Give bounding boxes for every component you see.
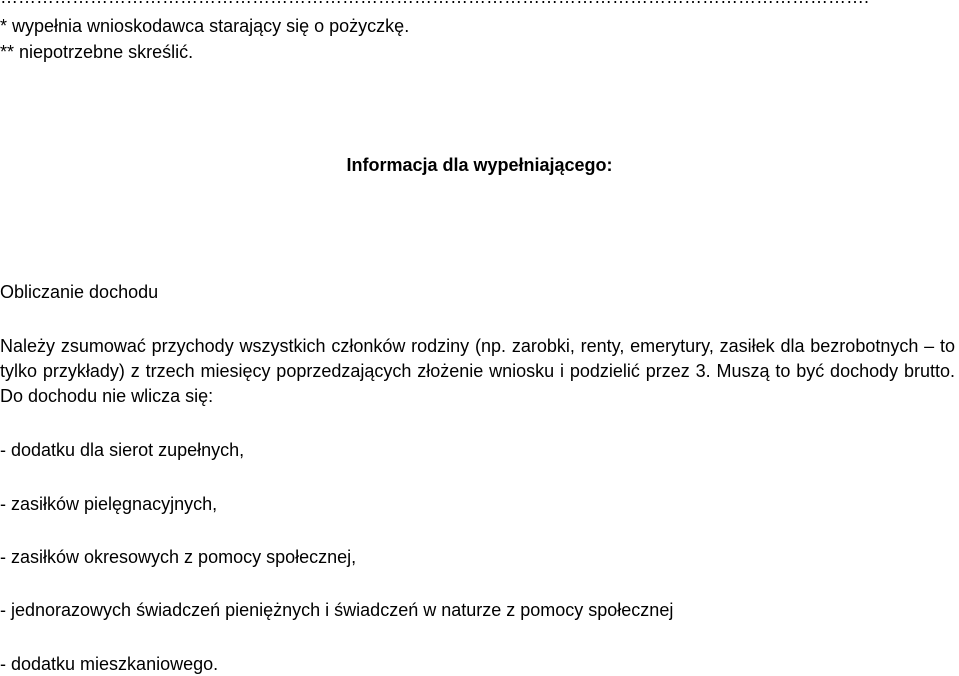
exclusion-item: - jednorazowych świadczeń pieniężnych i świadczeń w naturze z pomocy społecznej [0,600,674,620]
exclusion-item: - dodatku mieszkaniowego. [0,654,219,674]
section-title: Obliczanie dochodu [0,282,159,302]
dotted-fill-line [0,0,959,8]
income-paragraph: Należy zsumować przychody wszystkich członków rodziny (np. zarobki, renty, emerytury, zasiłek dla bezrobotnych – to tylko przykłady) z trzech miesięcy poprzedzających złożenie wniosku i podzielić przez 3. Muszą to być dochody brutto. Do dochodu nie wlicza się: [0,336,955,406]
footnote-strike: ** niepotrzebne skreślić. [0,42,194,62]
footnote-applicant: * wypełnia wnioskodawca starający się o pożyczkę. [0,16,410,36]
exclusion-item: - zasiłków pielęgnacyjnych, [0,494,218,514]
exclusion-item: - dodatku dla sierot zupełnych, [0,440,245,460]
info-heading: Informacja dla wypełniającego: [346,155,613,175]
exclusion-item: - zasiłków okresowych z pomocy społecznej, [0,547,357,567]
